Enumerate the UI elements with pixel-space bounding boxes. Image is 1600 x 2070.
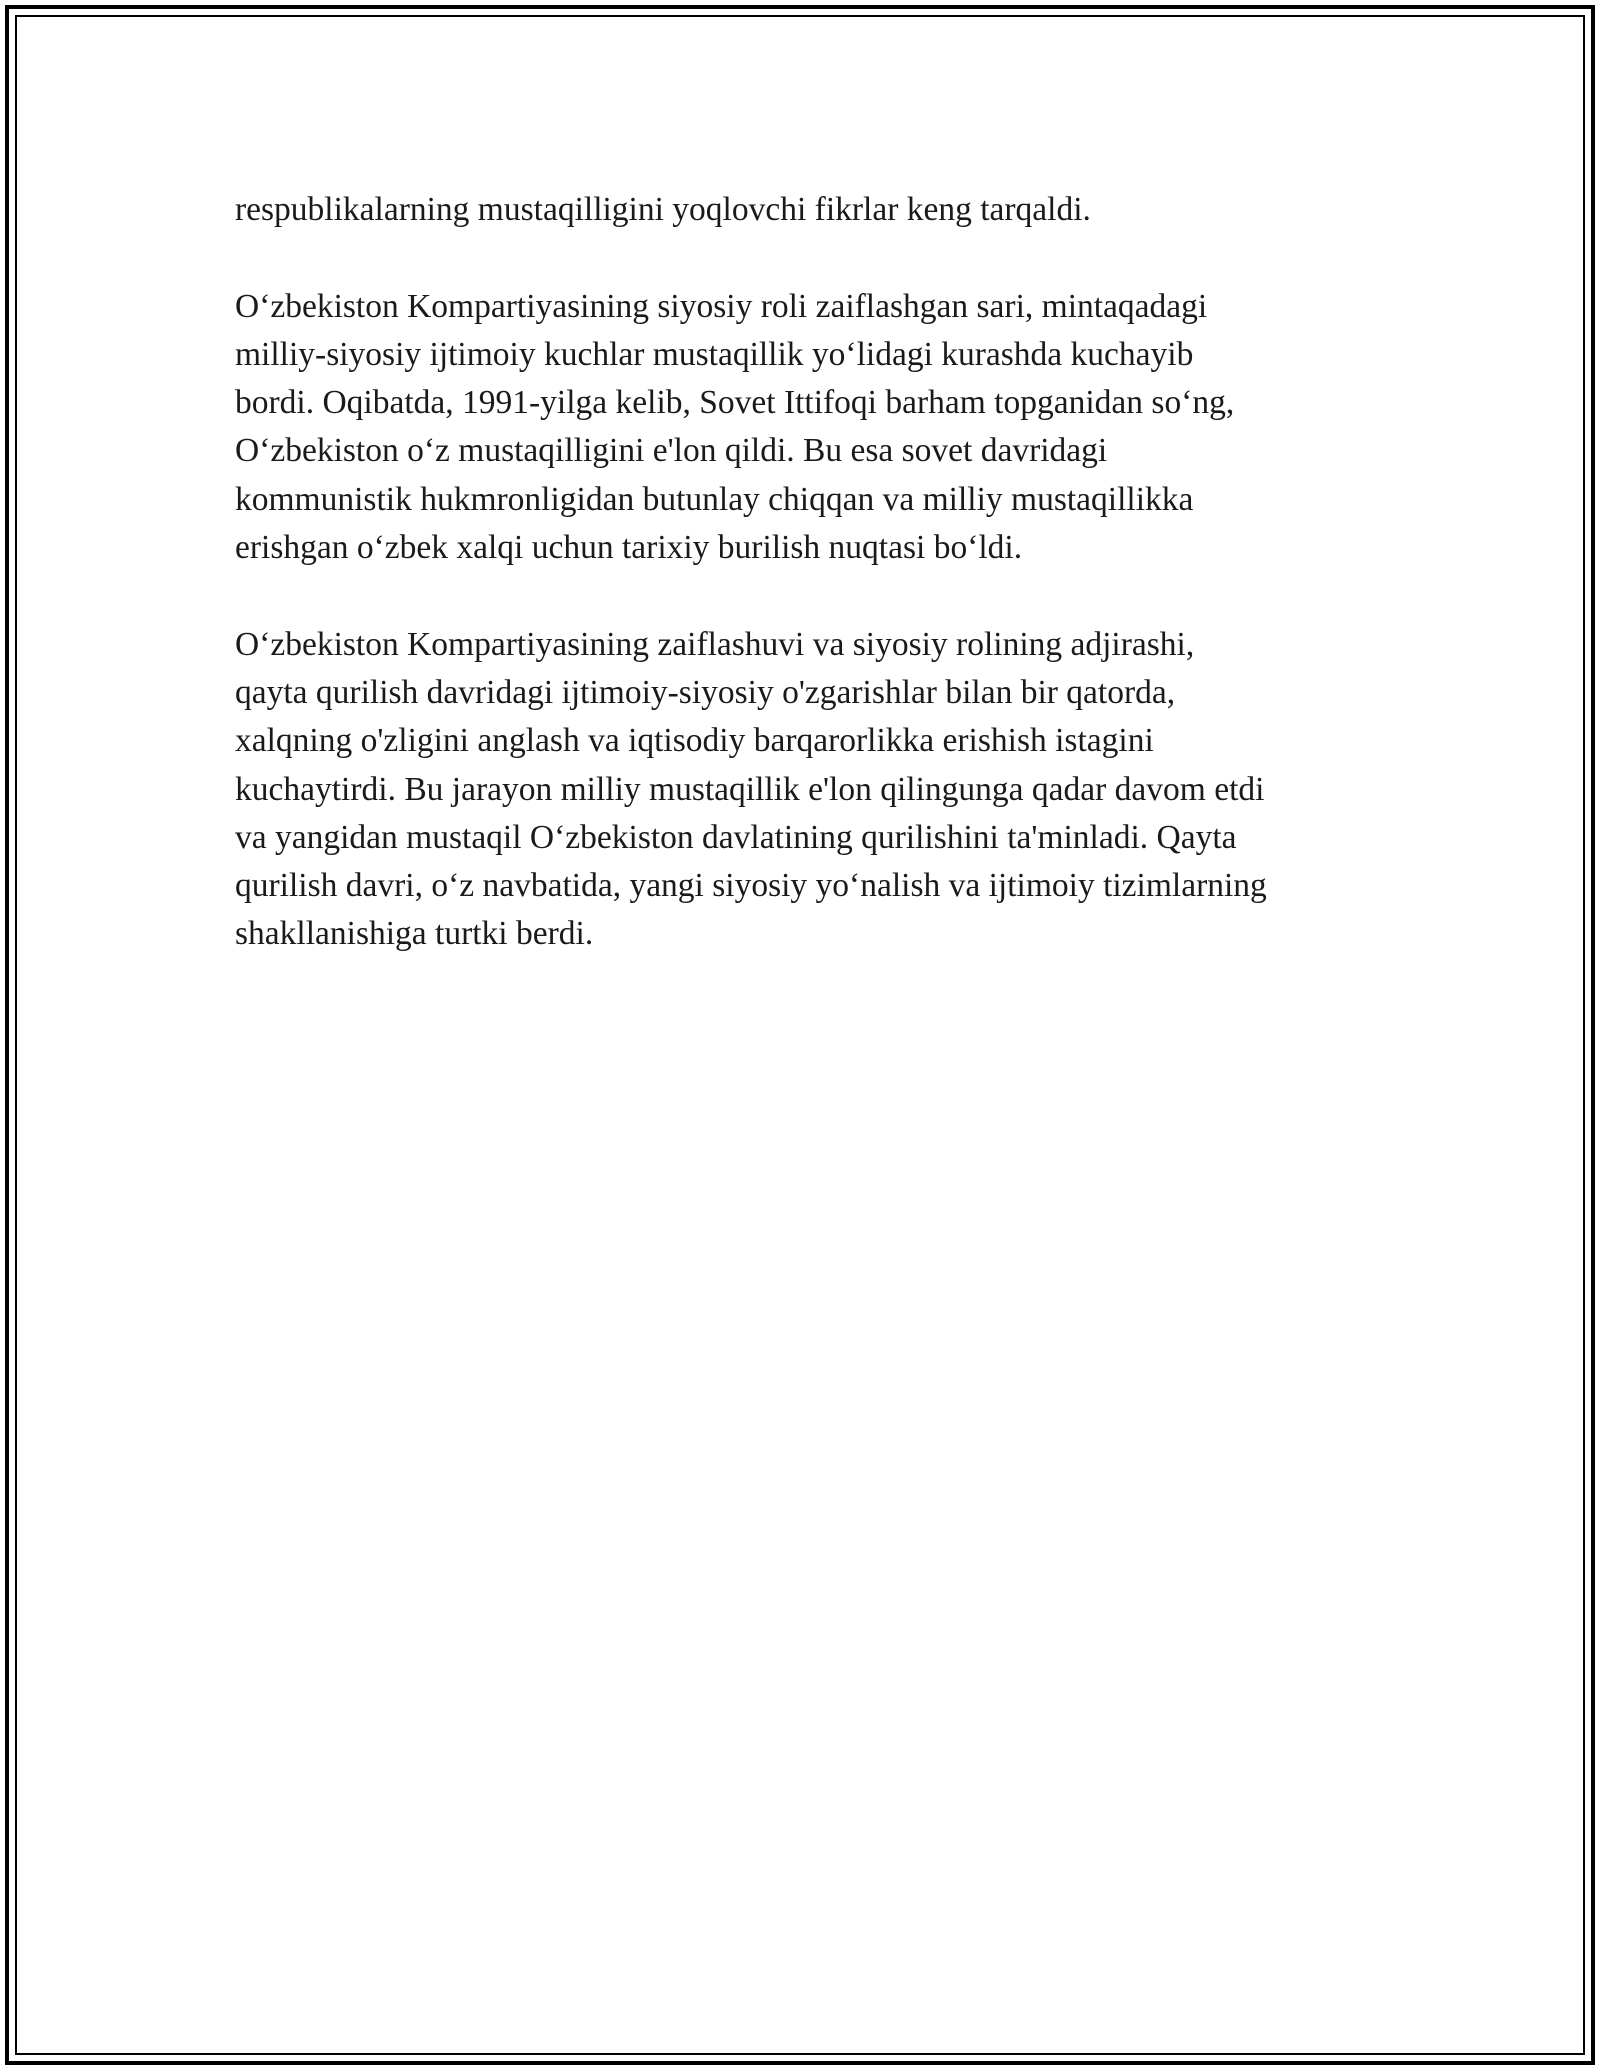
paragraph-3 <box>235 621 1385 959</box>
text-line: qayta qurilish davridagi ijtimoiy-siyosiy o'zgarishlar bilan bir qatorda, <box>235 673 1176 711</box>
text-line: xalqning o'zligini anglash va iqtisodiy barqarorlikka erishish istagini <box>235 722 1154 760</box>
text-line: kommunistik hukmronligidan butunlay chiqqan va milliy mustaqillikka <box>235 480 1194 518</box>
text-line: bordi. Oqibatda, 1991-yilga kelib, Sovet Ittifoqi barham topganidan so‘ng, <box>235 384 1235 422</box>
text-line: erishgan o‘zbek xalqi uchun tarixiy burilish nuqtasi bo‘ldi. <box>235 529 1023 567</box>
text-line: shakllanishiga turtki berdi. <box>235 915 594 953</box>
text-line: va yangidan mustaqil O‘zbekiston davlatining qurilishini ta'minladi. Qayta <box>235 818 1237 856</box>
text-line: O‘zbekiston Kompartiyasining zaiflashuvi va siyosiy rolining adjirashi, <box>235 625 1195 663</box>
document-body <box>235 186 1385 1007</box>
paragraph-2 <box>235 283 1385 573</box>
text-line: qurilish davri, o‘z navbatida, yangi siyosiy yo‘nalish va ijtimoiy tizimlarning <box>235 867 1267 905</box>
text-line: respublikalarning mustaqilligini yoqlovchi fikrlar keng tarqaldi. <box>235 191 1091 228</box>
text-line: kuchaytirdi. Bu jarayon milliy mustaqillik e'lon qilingunga qadar davom etdi <box>235 770 1265 808</box>
text-line: O‘zbekiston Kompartiyasining siyosiy roli zaiflashgan sari, mintaqadagi <box>235 287 1208 325</box>
paragraph-1 <box>235 186 1385 234</box>
text-line: O‘zbekiston o‘z mustaqilligini e'lon qildi. Bu esa sovet davridagi <box>235 432 1108 470</box>
text-line: milliy-siyosiy ijtimoiy kuchlar mustaqillik yo‘lidagi kurashda kuchayib <box>235 335 1194 373</box>
